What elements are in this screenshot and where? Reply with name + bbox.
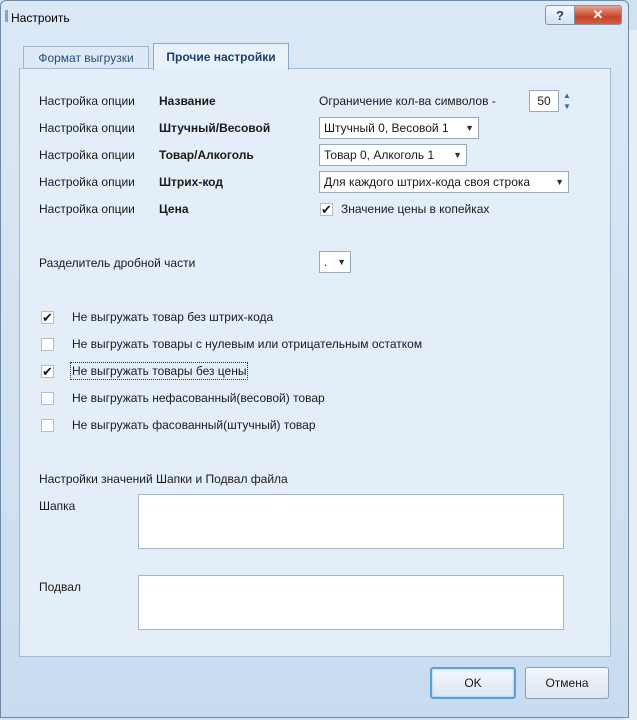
- exclude-packaged-checkbox[interactable]: [41, 419, 54, 432]
- header-textarea[interactable]: [138, 494, 564, 549]
- header-footer-title: Настройки значений Шапки и Подвал файла: [39, 472, 288, 486]
- footer-textarea[interactable]: [138, 575, 564, 630]
- goods-alcohol-select[interactable]: [319, 144, 467, 166]
- chevron-down-icon: ▼: [337, 257, 346, 267]
- exclude-no-barcode-checkbox[interactable]: ✔: [42, 310, 53, 325]
- piece-weight-select[interactable]: [319, 117, 479, 139]
- spin-up-icon[interactable]: ▲: [563, 91, 571, 100]
- option-row-label: Настройка опции: [39, 202, 135, 216]
- footer-label: Подвал: [39, 580, 81, 594]
- spin-down-icon[interactable]: ▼: [563, 102, 571, 111]
- title-bar: [1, 1, 628, 33]
- help-button[interactable]: ?: [545, 5, 575, 25]
- exclude-no-price-label: Не выгружать товары без цены: [72, 364, 247, 378]
- exclude-packaged-label: Не выгружать фасованный(штучный) товар: [72, 418, 316, 432]
- chevron-down-icon: ▼: [453, 150, 462, 160]
- close-button[interactable]: ✕: [574, 5, 622, 25]
- piece-weight-value: Штучный 0, Весовой 1: [324, 121, 449, 135]
- exclude-weighted-label: Не выгружать нефасованный(весовой) товар: [72, 391, 325, 405]
- option-name: Цена: [159, 202, 189, 216]
- window-icon: [5, 10, 8, 22]
- decimal-separator-label: Разделитель дробной части: [39, 256, 196, 270]
- option-name: Штрих-код: [159, 175, 223, 189]
- exclude-no-barcode-label: Не выгружать товар без штрих-кода: [72, 310, 274, 324]
- char-limit-label: Ограничение кол-ва символов -: [319, 94, 496, 108]
- option-row-label: Настройка опции: [39, 175, 135, 189]
- option-row-label: Настройка опции: [39, 94, 135, 108]
- option-name: Название: [159, 94, 216, 108]
- price-kopeks-label: Значение цены в копейках: [341, 202, 490, 216]
- char-limit-spinner[interactable]: [529, 90, 573, 112]
- option-name: Товар/Алкоголь: [159, 148, 254, 162]
- char-limit-value[interactable]: 50: [529, 90, 559, 112]
- window-title: Настроить: [11, 11, 70, 25]
- chevron-down-icon: ▼: [555, 177, 564, 187]
- exclude-no-price-checkbox[interactable]: ✔: [42, 364, 53, 379]
- option-row-label: Настройка опции: [39, 148, 135, 162]
- ok-button[interactable]: OK: [430, 667, 516, 699]
- option-name: Штучный/Весовой: [159, 121, 271, 135]
- cancel-button[interactable]: Отмена: [525, 667, 609, 699]
- decimal-separator-select[interactable]: [319, 251, 351, 273]
- exclude-zero-stock-label: Не выгружать товары с нулевым или отрицательным остатком: [72, 337, 423, 351]
- exclude-zero-stock-checkbox[interactable]: [41, 338, 54, 351]
- barcode-select[interactable]: [319, 171, 569, 193]
- decimal-separator-value: .: [324, 255, 328, 269]
- option-row-label: Настройка опции: [39, 121, 135, 135]
- tab-other-settings[interactable]: Прочие настройки: [153, 43, 289, 70]
- goods-alcohol-value: Товар 0, Алкоголь 1: [324, 148, 435, 162]
- header-label: Шапка: [39, 499, 76, 513]
- tab-export-format[interactable]: Формат выгрузки: [23, 46, 149, 69]
- chevron-down-icon: ▼: [465, 123, 474, 133]
- barcode-value: Для каждого штрих-кода своя строка: [324, 175, 531, 189]
- exclude-weighted-checkbox[interactable]: [41, 392, 54, 405]
- price-kopeks-checkbox[interactable]: ✔: [321, 202, 332, 217]
